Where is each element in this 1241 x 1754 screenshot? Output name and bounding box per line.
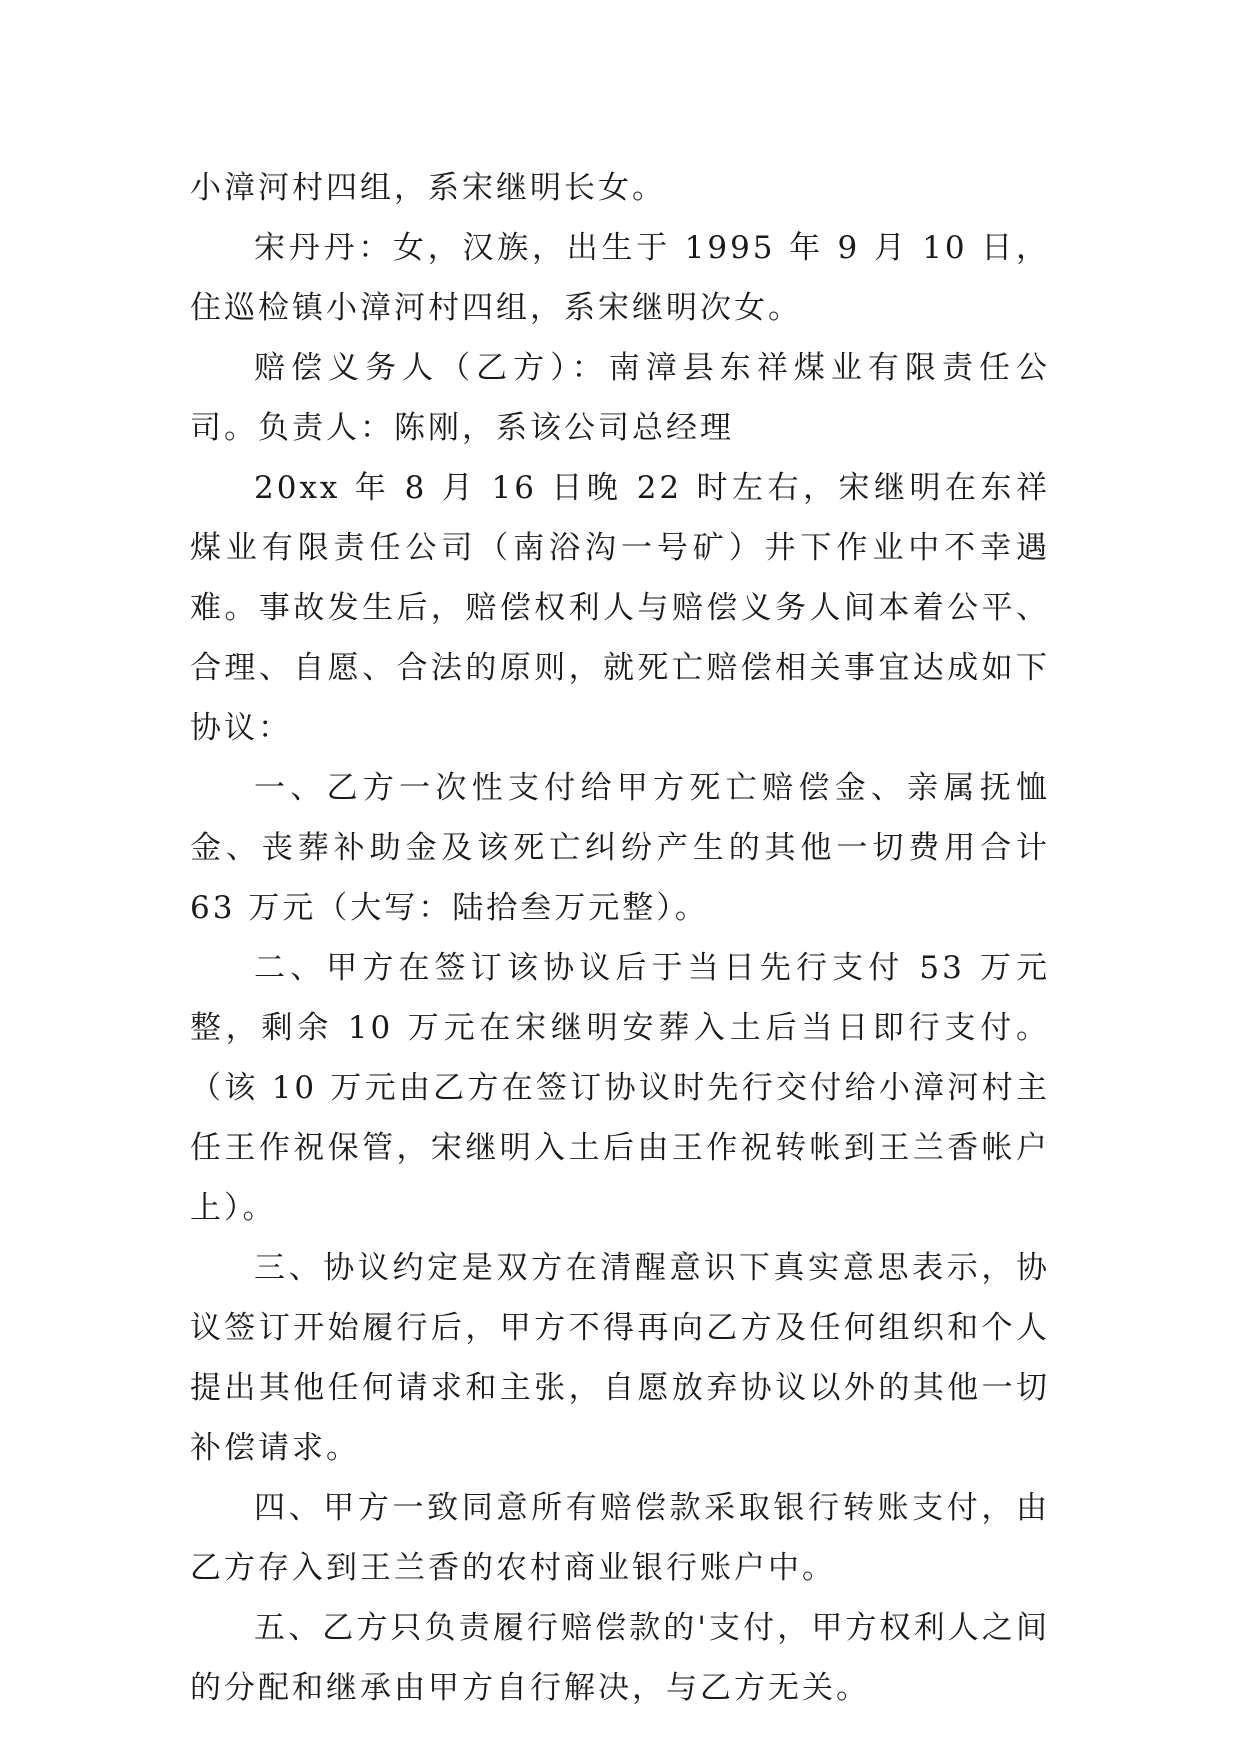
clause-4: 四、甲方一致同意所有赔偿款采取银行转账支付，由乙方存入到王兰香的农村商业银行账户中。 — [190, 1490, 1050, 1586]
clause-2: 二、甲方在签订该协议后于当日先行支付 53 万元整，剩余 10 万元在宋继明安葬入土后当日即行支付。（该 10 万元由乙方在签订协议时先行交付给小漳河村主任王作祝保管，宋继明入土后由王作祝转帐到王兰香帐户上）。 — [190, 950, 1050, 1226]
clause-5: 五、乙方只负责履行赔偿款的'支付，甲方权利人之间的分配和继承由甲方自行解决，与乙方无关。 — [190, 1610, 1050, 1706]
paragraph-song-dandan: 宋丹丹：女，汉族，出生于 1995 年 9 月 10 日，住巡检镇小漳河村四组，系宋继明次女。 — [190, 230, 1050, 326]
clause-3: 三、协议约定是双方在清醒意识下真实意思表示，协议签订开始履行后，甲方不得再向乙方及任何组织和个人提出其他任何请求和主张，自愿放弃协议以外的其他一切补偿请求。 — [190, 1250, 1050, 1466]
paragraph-continuation: 小漳河村四组，系宋继明长女。 — [190, 170, 666, 206]
document-body — [190, 158, 1050, 1718]
clause-1: 一、乙方一次性支付给甲方死亡赔偿金、亲属抚恤金、丧葬补助金及该死亡纠纷产生的其他一切费用合计 63 万元（大写：陆拾叁万元整）。 — [190, 770, 1050, 926]
paragraph-incident: 20xx 年 8 月 16 日晚 22 时左右，宋继明在东祥煤业有限责任公司（南浴沟一号矿）井下作业中不幸遇难。事故发生后，赔偿权利人与赔偿义务人间本着公平、合理、自愿、合法的原则，就死亡赔偿相关事宜达成如下协议： — [190, 470, 1050, 746]
paragraph-obligor: 赔偿义务人（乙方）：南漳县东祥煤业有限责任公司。负责人：陈刚，系该公司总经理 — [190, 350, 1050, 446]
